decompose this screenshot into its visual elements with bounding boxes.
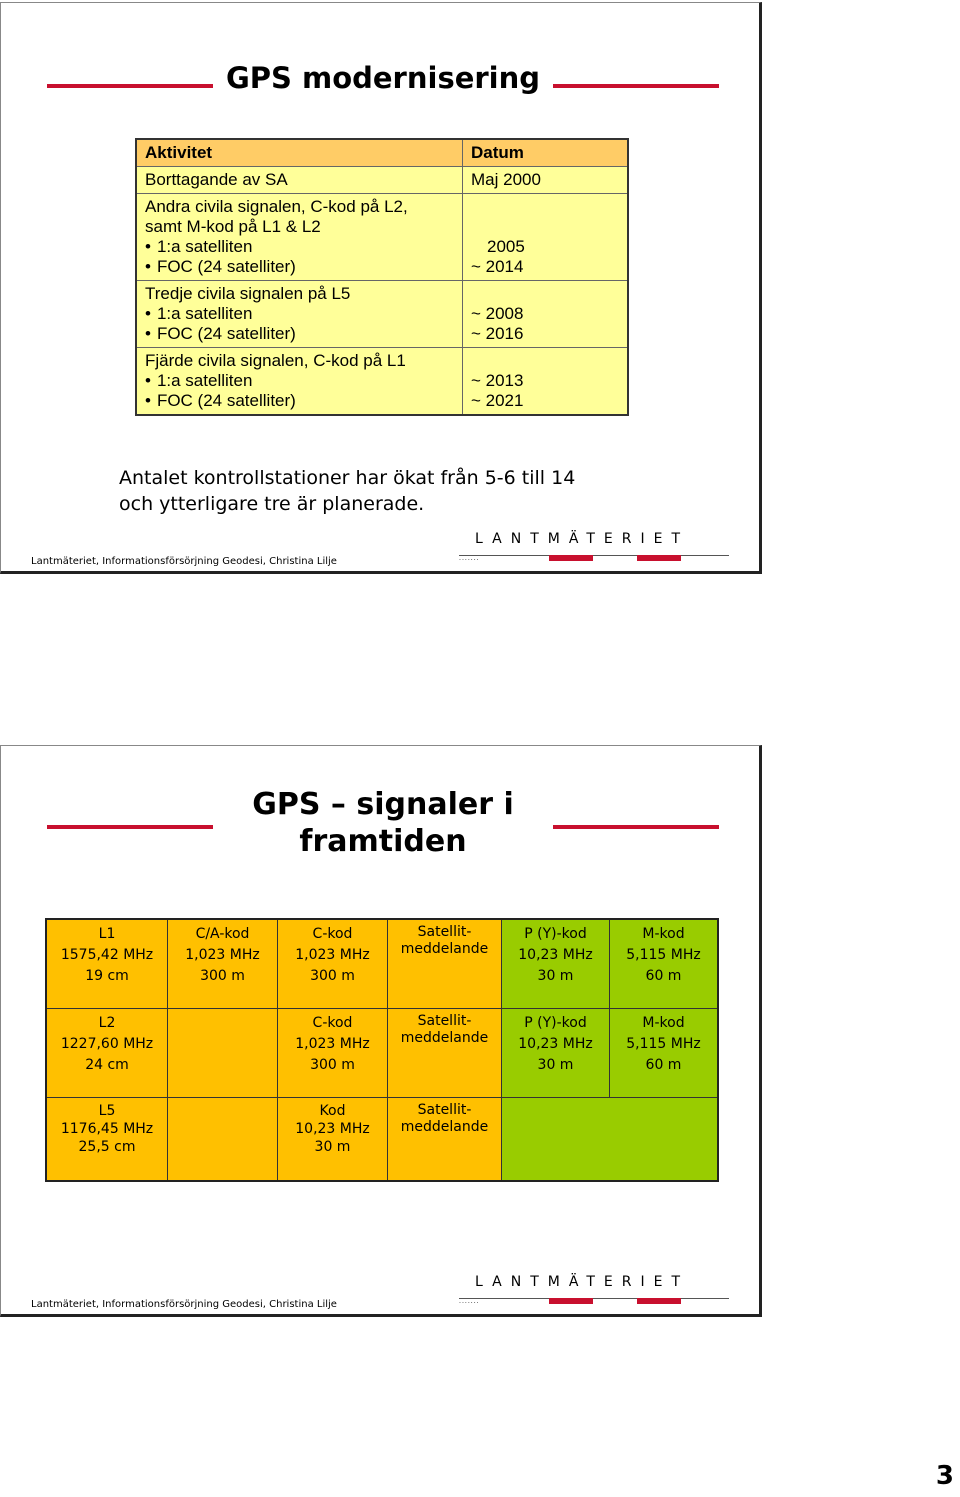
note-line: och ytterligare tre är planerade. xyxy=(119,493,425,515)
cell-text: 10,23 MHz xyxy=(518,1036,593,1052)
table-row xyxy=(137,167,627,194)
cell-text: C/A-kod xyxy=(195,926,250,942)
logo-wordmark: LANTMÄTERIET xyxy=(475,531,689,547)
cell-text: 300 m xyxy=(310,1057,355,1073)
modernization-table xyxy=(135,138,629,416)
military-code-cell xyxy=(610,1009,717,1098)
bullet-item: • FOC (24 satelliter) xyxy=(145,257,454,277)
cell-text: 24 cm xyxy=(85,1057,129,1073)
bullet-item: • 1:a satelliten xyxy=(145,304,454,324)
cell-text: Satellit- xyxy=(417,1102,472,1118)
cell-text: L5 xyxy=(98,1103,116,1119)
bullet-item: • 1:a satelliten xyxy=(145,237,454,257)
cell-text: 60 m xyxy=(645,968,682,984)
logo-ruler: ....... xyxy=(459,555,729,562)
slide-footer: Lantmäteriet, Informationsförsörjning Geodesi, Christina Lilje xyxy=(31,1299,337,1310)
signal-cell-l5 xyxy=(47,1098,168,1180)
military-code-cell xyxy=(610,920,717,1009)
cell-text: 30 m xyxy=(314,1139,351,1155)
cell-text: Satellit- xyxy=(417,924,472,940)
cell-text: 1575,42 MHz xyxy=(60,947,154,963)
cell-text: 1,023 MHz xyxy=(295,1036,370,1052)
date-line: 2005 xyxy=(487,237,525,256)
message-cell xyxy=(388,1098,502,1180)
lantmateriet-logo xyxy=(459,1274,729,1305)
table-header-row xyxy=(137,140,627,167)
cell-text: 60 m xyxy=(645,1057,682,1073)
empty-cell xyxy=(168,1098,278,1180)
cell-text: M-kod xyxy=(642,1015,685,1031)
code-cell xyxy=(278,1009,388,1098)
empty-cell xyxy=(502,1098,610,1180)
bullet-item: • FOC (24 satelliter) xyxy=(145,391,454,411)
signal-cell-l2 xyxy=(47,1009,168,1098)
title-rule-right xyxy=(553,825,719,829)
date-line: ~ 2013 xyxy=(471,371,524,390)
code-cell xyxy=(168,920,278,1009)
date-line: ~ 2014 xyxy=(471,257,524,276)
cell-text: 19 cm xyxy=(85,968,129,984)
cell-text: 5,115 MHz xyxy=(626,947,701,963)
cell-text: C-kod xyxy=(312,1015,353,1031)
title-rule-right xyxy=(553,84,719,88)
cell-text: 1,023 MHz xyxy=(295,947,370,963)
signal-cell-l1 xyxy=(47,920,168,1009)
lantmateriet-logo xyxy=(459,531,729,562)
message-cell xyxy=(388,920,502,1009)
header-date: Datum xyxy=(471,143,524,162)
cell-text: 30 m xyxy=(537,968,574,984)
cell-text: 10,23 MHz xyxy=(518,947,593,963)
activity-line: Borttagande av SA xyxy=(145,170,288,189)
date-line: ~ 2016 xyxy=(471,324,524,343)
cell-text: meddelande xyxy=(400,1119,489,1135)
header-activity: Aktivitet xyxy=(137,140,463,166)
slide-gps-modernisering xyxy=(0,2,762,574)
table-row xyxy=(137,194,627,281)
slide-gps-signaler xyxy=(0,745,762,1317)
activity-line: Andra civila signalen, C-kod på L2, xyxy=(145,197,408,216)
control-stations-note xyxy=(119,465,575,517)
cell-text: L1 xyxy=(98,926,116,942)
cell-text: 1,023 MHz xyxy=(185,947,260,963)
page-number: 3 xyxy=(935,1461,954,1491)
date-line: ~ 2021 xyxy=(471,391,524,410)
empty-cell xyxy=(610,1098,717,1180)
activity-line: Fjärde civila signalen, C-kod på L1 xyxy=(145,351,406,370)
military-code-cell xyxy=(502,1009,610,1098)
cell-text: M-kod xyxy=(642,926,685,942)
title-line: framtiden xyxy=(299,824,467,859)
bullet-item: • FOC (24 satelliter) xyxy=(145,324,454,344)
bullet-item: • 1:a satelliten xyxy=(145,371,454,391)
date-line: ~ 2008 xyxy=(471,304,524,323)
slide-title: GPS modernisering xyxy=(225,61,541,95)
cell-text: 25,5 cm xyxy=(78,1139,136,1155)
cell-text: Kod xyxy=(319,1103,346,1119)
slide-footer: Lantmäteriet, Informationsförsörjning Geodesi, Christina Lilje xyxy=(31,556,337,567)
title-line: GPS – signaler i xyxy=(252,787,514,822)
cell-text: 5,115 MHz xyxy=(626,1036,701,1052)
code-cell xyxy=(278,920,388,1009)
table-row xyxy=(137,348,627,414)
cell-text: 300 m xyxy=(310,968,355,984)
note-line: Antalet kontrollstationer har ökat från 5-6 till 14 xyxy=(119,467,576,489)
activity-line: samt M-kod på L1 & L2 xyxy=(145,217,321,236)
cell-text: 30 m xyxy=(537,1057,574,1073)
empty-cell xyxy=(168,1009,278,1098)
slide-title xyxy=(213,786,553,860)
activity-line: Tredje civila signalen på L5 xyxy=(145,284,351,303)
title-rule-left xyxy=(47,84,213,88)
date-line: Maj 2000 xyxy=(471,170,541,189)
cell-text: 10,23 MHz xyxy=(295,1121,370,1137)
logo-wordmark: LANTMÄTERIET xyxy=(475,1274,689,1290)
logo-ruler: ....... xyxy=(459,1298,729,1305)
message-cell xyxy=(388,1009,502,1098)
cell-text: 1227,60 MHz xyxy=(60,1036,154,1052)
cell-text: 300 m xyxy=(200,968,245,984)
cell-text: P (Y)-kod xyxy=(524,926,587,942)
cell-text: 1176,45 MHz xyxy=(60,1121,154,1137)
cell-text: P (Y)-kod xyxy=(524,1015,587,1031)
code-cell xyxy=(278,1098,388,1180)
signals-table xyxy=(45,918,719,1182)
military-code-cell xyxy=(502,920,610,1009)
cell-text: meddelande xyxy=(400,1030,489,1046)
table-row xyxy=(137,281,627,348)
cell-text: meddelande xyxy=(400,941,489,957)
cell-text: Satellit- xyxy=(417,1013,472,1029)
cell-text: L2 xyxy=(98,1015,116,1031)
cell-text: C-kod xyxy=(312,926,353,942)
title-rule-left xyxy=(47,825,213,829)
